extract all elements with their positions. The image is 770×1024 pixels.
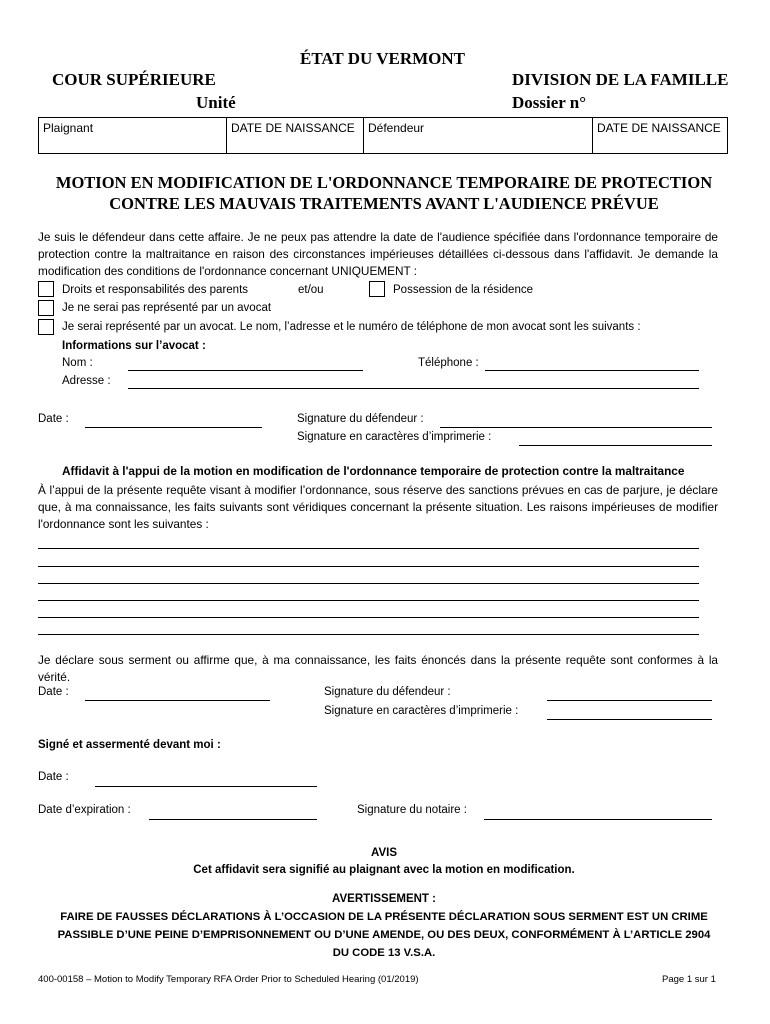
notary-expiration-label: Date d’expiration : — [38, 804, 131, 816]
plaintiff-cell[interactable] — [39, 118, 227, 153]
no-lawyer-label: Je ne serai pas représenté par un avocat — [62, 302, 272, 314]
notice-text: Cet affidavit sera signifié au plaignant avec la motion en modification. — [193, 864, 575, 876]
defendant-dob-cell[interactable] — [593, 118, 727, 153]
no-lawyer-checkbox[interactable] — [38, 300, 54, 316]
lawyer-address-field[interactable] — [128, 388, 699, 389]
defendant-dob-label: DATE DE NAISSANCE — [597, 121, 721, 135]
plaintiff-dob-label: DATE DE NAISSANCE — [231, 121, 355, 135]
oath-defendant-signature-label: Signature du défendeur : — [324, 686, 451, 698]
notary-date-field[interactable] — [95, 786, 317, 787]
page-number: Page 1 sur 1 — [662, 974, 716, 985]
with-lawyer-label: Je serai représenté par un avocat. Le nom, l’adresse et le numéro de téléphone de mon avocat sont les suivants : — [62, 321, 641, 333]
oath-text: Je déclare sous serment ou affirme que, à ma connaissance, les faits énoncés dans la présente requête sont conformes à la vérité. — [38, 653, 718, 684]
lawyer-name-label: Nom : — [62, 357, 93, 369]
sign1-defendant-signature-label: Signature du défendeur : — [297, 413, 424, 425]
oath-defendant-signature-field[interactable] — [547, 700, 712, 701]
parental-rights-label: Droits et responsabilités des parents — [62, 284, 249, 296]
residence-checkbox[interactable] — [369, 281, 385, 297]
affidavit-heading: Affidavit à l'appui de la motion en modification de l'ordonnance temporaire de protection contre la maltraitance — [62, 464, 685, 478]
reason-line[interactable] — [38, 566, 699, 567]
lawyer-info-heading: Informations sur l’avocat : — [62, 340, 206, 352]
defendant-cell[interactable] — [364, 118, 593, 153]
lawyer-phone-label: Téléphone : — [418, 357, 479, 369]
reason-line[interactable] — [38, 600, 699, 601]
parties-table — [38, 117, 728, 154]
parental-rights-checkbox[interactable] — [38, 281, 54, 297]
and-or-label: et/ou — [298, 284, 324, 296]
reason-line[interactable] — [38, 634, 699, 635]
warning-heading: AVERTISSEMENT : — [332, 893, 436, 905]
lawyer-phone-field[interactable] — [485, 370, 699, 371]
notary-date-label: Date : — [38, 771, 69, 783]
with-lawyer-checkbox[interactable] — [38, 319, 54, 335]
notary-signature-field[interactable] — [484, 819, 712, 820]
sign1-printed-label: Signature en caractères d’imprimerie : — [297, 431, 492, 443]
sign1-printed-field[interactable] — [519, 445, 712, 446]
oath-printed-field[interactable] — [547, 719, 712, 720]
division-name: DIVISION DE LA FAMILLE — [512, 70, 729, 89]
sign1-date-label: Date : — [38, 413, 69, 425]
oath-date-field[interactable] — [85, 700, 270, 701]
oath-date-label: Date : — [38, 686, 69, 698]
sign1-date-field[interactable] — [85, 427, 262, 428]
notice-heading: AVIS — [371, 847, 397, 859]
plaintiff-label: Plaignant — [43, 121, 94, 135]
lawyer-address-label: Adresse : — [62, 375, 111, 387]
notary-expiration-field[interactable] — [149, 819, 317, 820]
form-title-line2: CONTRE LES MAUVAIS TRAITEMENTS AVANT L'AUDIENCE PRÉVUE — [109, 194, 659, 213]
lawyer-name-field[interactable] — [128, 370, 363, 371]
affidavit-text: À l’appui de la présente requête visant à modifier l’ordonnance, sous réserve des sanctions prévues en cas de parjure, je déclare que, à ma connaissance, les faits suivants sont véridiques concernant la présente situation. Les raisons impérieuses de modifier l'ordonnance sont les suivantes : — [38, 483, 718, 531]
notary-signature-label: Signature du notaire : — [357, 804, 467, 816]
warning-line3: DU CODE 13 V.S.A. — [332, 947, 436, 959]
oath-printed-label: Signature en caractères d’imprimerie : — [324, 705, 519, 717]
form-title-line1: MOTION EN MODIFICATION DE L'ORDONNANCE TEMPORAIRE DE PROTECTION — [55, 173, 713, 192]
reason-line[interactable] — [38, 583, 699, 584]
notary-heading: Signé et assermenté devant moi : — [38, 739, 221, 751]
reason-line[interactable] — [38, 617, 699, 618]
form-number: 400-00158 – Motion to Modify Temporary RFA Order Prior to Scheduled Hearing (01/2019) — [38, 974, 419, 985]
state-title: ÉTAT DU VERMONT — [300, 49, 465, 68]
plaintiff-dob-cell[interactable] — [227, 118, 364, 153]
sign1-defendant-signature-field[interactable] — [440, 427, 712, 428]
intro-paragraph: Je suis le défendeur dans cette affaire. Je ne peux pas attendre la date de l'audience spécifiée dans l'ordonnance temporaire de protection contre la maltraitance en raison des circonstances impérieuses détaillées ci-dessous dans l'affidavit. Je demande la modification des conditions de l'ordonnance concernant UNIQUEMENT : — [38, 230, 718, 278]
defendant-label: Défendeur — [368, 121, 425, 135]
warning-line2: PASSIBLE D’UNE PEINE D’EMPRISONNEMENT OU D’UNE AMENDE, OU DES DEUX, CONFORMÉMENT À L’ARTICLE 2904 — [57, 929, 711, 941]
unit-label: Unité — [196, 93, 236, 112]
docket-label: Dossier n° — [512, 93, 587, 112]
court-name: COUR SUPÉRIEURE — [52, 70, 216, 89]
residence-label: Possession de la résidence — [393, 284, 533, 296]
reason-line[interactable] — [38, 548, 699, 549]
warning-line1: FAIRE DE FAUSSES DÉCLARATIONS À L’OCCASION DE LA PRÉSENTE DÉCLARATION SOUS SERMENT EST UN CRIME — [60, 911, 708, 923]
